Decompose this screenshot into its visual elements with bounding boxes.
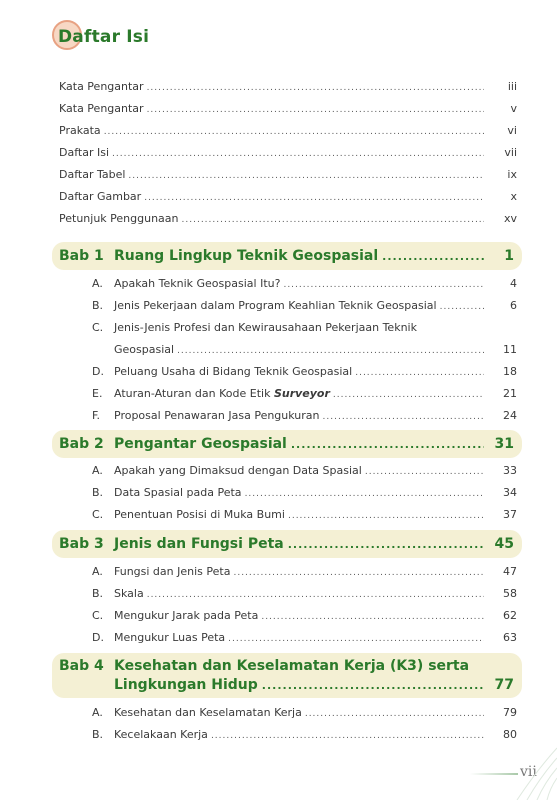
subentry-label: Penentuan Posisi di Muka Bumi [114,508,285,521]
dot-leader [288,511,484,521]
toc-entry-page: vii [504,146,517,159]
toc-subentry[interactable] [92,321,517,334]
subentry-label: Fungsi dan Jenis Peta [114,565,231,578]
toc-entry[interactable] [59,212,517,225]
subentry-page: 63 [503,631,517,644]
subentry-letter: A. [92,464,103,477]
toc-entry-label: Kata Pengantar [59,102,144,115]
chapter-heading-bab-2[interactable] [52,430,522,458]
dot-leader [104,127,484,137]
dot-leader [355,368,484,378]
chapter-page: 1 [504,248,514,264]
toc-subentry[interactable] [92,728,517,741]
subentry-label: Kecelakaan Kerja [114,728,208,741]
dot-leader [144,193,484,203]
toc-subentry[interactable] [92,299,517,312]
subentry-page: 21 [503,387,517,400]
toc-entry-label: Daftar Gambar [59,190,142,203]
subentry-page: 11 [503,343,517,356]
subentry-letter: F. [92,409,101,422]
dot-leader [333,390,484,400]
subentry-label: Skala [114,587,144,600]
dot-leader [147,105,484,115]
toc-subentry[interactable] [92,387,517,400]
subentry-page: 33 [503,464,517,477]
toc-entry[interactable] [59,168,517,181]
toc-subentry[interactable] [92,565,517,578]
toc-entry[interactable] [59,102,517,115]
dot-leader [128,171,484,181]
dot-leader [211,731,484,741]
dot-leader [147,83,484,93]
subentry-letter: B. [92,486,104,499]
subentry-label: Apakah yang Dimaksud dengan Data Spasial [114,464,362,477]
toc-entry-label: Daftar Isi [59,146,109,159]
toc-subentry[interactable] [92,587,517,600]
chapter-title: Pengantar Geospasial [114,436,287,452]
subentry-label: Proposal Penawaran Jasa Pengukuran [114,409,320,422]
toc-subentry[interactable] [92,706,517,719]
chapter-title-line2: Lingkungan Hidup [114,677,258,693]
chapter-page: 77 [494,677,514,693]
dot-leader [382,250,484,263]
toc-subentry[interactable] [92,631,517,644]
subentry-letter: A. [92,565,103,578]
toc-subentry[interactable] [92,365,517,378]
subentry-page: 4 [510,277,517,290]
subentry-letter: C. [92,609,104,622]
subentry-label: Peluang Usaha di Bidang Teknik Geospasial [114,365,353,378]
subentry-letter: B. [92,299,104,312]
chapter-title-line1: Kesehatan dan Keselamatan Kerja (K3) serta [114,658,470,674]
chapter-number: Bab 3 [59,536,104,552]
toc-entry-label: Kata Pengantar [59,80,144,93]
subentry-page: 18 [503,365,517,378]
subentry-page: 34 [503,486,517,499]
toc-entry-page: vi [507,124,517,137]
toc-entry-page: iii [507,80,517,93]
toc-entry-label: Prakata [59,124,101,137]
page-title: Daftar Isi [58,27,150,47]
dot-leader [440,302,484,312]
subentry-page: 47 [503,565,517,578]
chapter-heading-bab-1[interactable] [52,242,522,270]
subentry-label: Data Spasial pada Peta [114,486,242,499]
subentry-page: 37 [503,508,517,521]
subentry-page: 58 [503,587,517,600]
dot-leader [283,280,484,290]
dot-leader [147,590,484,600]
subentry-label: Jenis Pekerjaan dalam Program Keahlian Teknik Geospasial [114,299,437,312]
page-number: vii [520,764,537,780]
subentry-letter: C. [92,508,104,521]
toc-subentry-continuation[interactable] [92,343,517,356]
toc-entry[interactable] [59,190,517,203]
subentry-label: Mengukur Jarak pada Peta [114,609,259,622]
subentry-letter: B. [92,728,104,741]
dot-leader [291,438,484,451]
subentry-letter: C. [92,321,104,334]
dot-leader [245,489,484,499]
toc-subentry[interactable] [92,409,517,422]
toc-entry-label: Daftar Tabel [59,168,126,181]
subentry-label: Kesehatan dan Keselamatan Kerja [114,706,302,719]
dot-leader [228,634,484,644]
dot-leader [262,679,484,692]
subentry-label: Jenis-Jenis Profesi dan Kewirausahaan Pekerjaan Teknik [114,321,417,334]
subentry-page: 79 [503,706,517,719]
dot-leader [233,568,484,578]
dot-leader [323,412,484,422]
subentry-label-text: Aturan-Aturan dan Kode Etik [114,387,274,400]
dot-leader [182,215,484,225]
subentry-letter: A. [92,277,103,290]
subentry-letter: B. [92,587,104,600]
toc-entry[interactable] [59,80,517,93]
subentry-letter: D. [92,365,104,378]
subentry-page: 6 [510,299,517,312]
chapter-number: Bab 2 [59,436,104,452]
subentry-label: Apakah Teknik Geospasial Itu? [114,277,281,290]
subentry-label [114,387,330,400]
chapter-title: Ruang Lingkup Teknik Geospasial [114,248,379,264]
subentry-label-emphasis: Surveyor [273,387,330,400]
toc-subentry[interactable] [92,486,517,499]
subentry-letter: E. [92,387,103,400]
toc-entry[interactable] [59,124,517,137]
chapter-number: Bab 4 [59,658,104,674]
heading-block [52,22,149,52]
toc-entry-page: v [510,102,517,115]
subentry-label: Geospasial [114,343,175,356]
toc-subentry[interactable] [92,464,517,477]
chapter-page: 31 [494,436,514,452]
toc-subentry[interactable] [92,609,517,622]
chapter-title: Jenis dan Fungsi Peta [114,536,284,552]
toc-entry-label: Petunjuk Penggunaan [59,212,179,225]
subentry-letter: D. [92,631,104,644]
toc-subentry[interactable] [92,508,517,521]
subentry-page: 62 [503,609,517,622]
toc-entry[interactable] [59,146,517,159]
dot-leader [365,467,484,477]
chapter-heading-bab-3[interactable] [52,530,522,558]
corner-decoration-icon [497,740,557,800]
dot-leader [305,709,484,719]
subentry-letter: A. [92,706,103,719]
subentry-page: 80 [503,728,517,741]
chapter-heading-bab-4[interactable] [52,653,522,698]
toc-subentry[interactable] [92,277,517,290]
dot-leader [261,612,484,622]
subentry-label: Mengukur Luas Peta [114,631,226,644]
toc-entry-page: xv [503,212,517,225]
toc-entry-page: x [510,190,517,203]
subentry-page: 24 [503,409,517,422]
chapter-page: 45 [494,536,514,552]
toc-entry-page: ix [507,168,517,181]
dot-leader [177,346,484,356]
chapter-number: Bab 1 [59,248,104,264]
dot-leader [112,149,484,159]
dot-leader [288,538,484,551]
